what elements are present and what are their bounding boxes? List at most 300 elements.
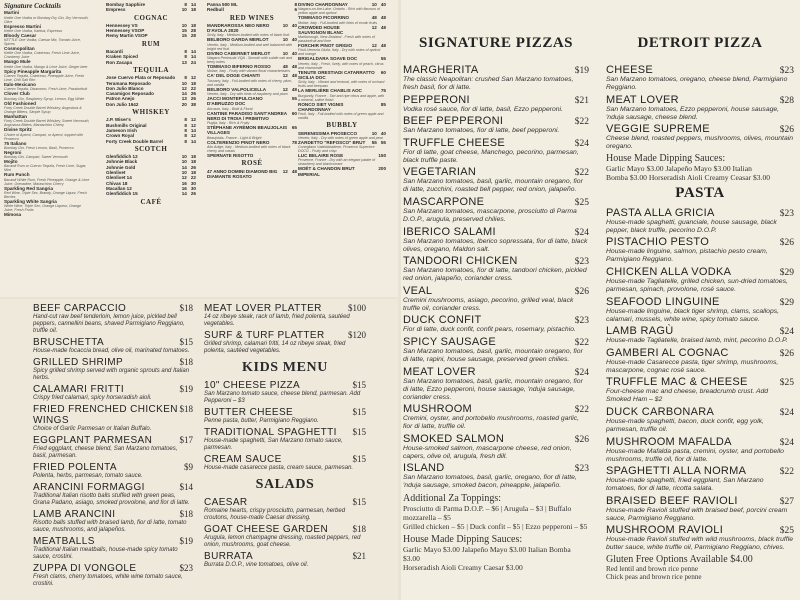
dish-name: BUTTER CHEESE (204, 407, 294, 418)
item-price: 13 (181, 59, 187, 65)
item-name: Jameson Irish (106, 127, 137, 133)
dish-description: Choice of Garlic Parmesan or Italian Buffalo. (33, 426, 152, 432)
menu-item (106, 7, 196, 12)
dish-description: Romaine hearts, crispy prosciutto, parmesan, herbed croutons, house-made Caesar dressing. (204, 508, 346, 521)
menu-item-row (298, 102, 386, 113)
menu-item (4, 24, 90, 33)
menu-item-row (403, 336, 589, 348)
dish-description: House-made Mafalda pasta, cremini, oyster, and portobello mushrooms, truffle oil, fior di latte. (606, 447, 784, 463)
menu-item (207, 87, 297, 96)
menu-item-row (606, 436, 794, 448)
item-name: Sparkling White Sangria (4, 199, 57, 205)
toppings-line-1: Prosciutto di Parma D.O.P. – $6 | Arugula – $3 | Buffalo mozzarella – $5 (403, 504, 572, 523)
menu-item (33, 509, 193, 534)
menu-item-row (403, 226, 589, 238)
menu-item-row (204, 407, 366, 418)
item-price: 12 (371, 43, 377, 49)
menu-item (606, 406, 794, 434)
item-description: White Wine, Triple Sec, Orange Liqueur, Orange Juice, Fresh Fruits (4, 204, 82, 213)
item-price: 8 (184, 2, 187, 7)
dish-price: $27 (779, 496, 794, 507)
dish-description: House-made casarecce pasta, cream sauce, parmesan. (204, 465, 354, 471)
dish-price: $15 (352, 380, 366, 390)
item-price: 15 (181, 33, 187, 39)
dish-price: $26 (779, 348, 794, 359)
dish-description: Four-cheese mac and cheese, breadcrumb crust. Add Smoked Ham – $2 (606, 388, 769, 404)
item-name: SPERNATE RISOTTO (207, 153, 254, 159)
menu-item (298, 70, 386, 89)
item-description: Provence, France - Dry with an elegant palate of strawberry and blackcurrant (298, 158, 376, 167)
item-name: Clover Club (4, 91, 30, 97)
item-price: 200 (378, 166, 386, 172)
item-price: 22 (190, 85, 196, 91)
item-price: 22 (190, 175, 196, 181)
dish-description: Hand-cut raw beef tenderloin, lemon juice, pickled bell peppers, cannellini beans, shaved Parmigiano Reggiano, truffle oil. (33, 314, 185, 334)
menu-item-row (106, 60, 196, 65)
menu-item (207, 153, 297, 158)
tequila-heading: TEQUILA (133, 65, 169, 74)
dish-description: House-made linguine, black tiger shrimp, clams, scallops, calamari, mussels, white wine, spicy tomato sauce. (606, 307, 780, 323)
dish-price: $23 (779, 208, 794, 219)
dish-price: $19 (574, 66, 589, 76)
menu-item (403, 166, 589, 194)
menu-item (207, 125, 297, 140)
menu-item-row (33, 435, 193, 446)
menu-item (204, 380, 366, 405)
signature-pizzas-heading: SIGNATURE PIZZAS (418, 35, 573, 51)
item-price: 48 (282, 64, 288, 70)
menu-item-row (204, 524, 366, 535)
item-price: 26 (190, 91, 196, 97)
dish-price: $24 (574, 138, 589, 149)
item-prices (377, 56, 386, 61)
dish-description: Fried eggplant, cheese blend, San Marzano tomatoes, basil, parmesan. (33, 446, 178, 459)
menu-item (106, 139, 196, 144)
dish-price: $21 (352, 551, 366, 561)
item-name: BELBORO VALPOLICELLA (207, 86, 267, 92)
item-price: 14 (190, 49, 196, 55)
gluten-free-option-2: Chick peas and brown rice penne (606, 572, 702, 581)
dish-name: DUCK CARBONARA (606, 405, 715, 418)
dipping-line-2: Horseradish Aioli Creamy Caesar $3.00 (403, 563, 523, 573)
item-name: Macallan 12 (106, 185, 132, 191)
item-description: Friuli, Italy - Full-bodied with notes of green apple and vanilla (298, 112, 384, 121)
menu-item-row (403, 94, 589, 106)
item-price: 10 (181, 80, 187, 86)
item-name: LUC BELAIRE ROSE (298, 153, 344, 159)
dish-price: $15 (352, 497, 366, 507)
menu-item (33, 404, 193, 433)
dish-description: Traditional Italian meatballs, house-made spicy tomato sauce, crostini. (33, 547, 178, 560)
item-name: Hennessey VS (106, 22, 138, 28)
menu-item (207, 174, 297, 179)
starters-page (0, 299, 398, 600)
item-prices (178, 7, 196, 12)
menu-item (33, 303, 193, 335)
menu-item (204, 551, 366, 569)
menu-item-row (33, 563, 193, 574)
dish-description: San Marzano tomato sauce, cheese blend, parmesan. Add Pepperoni – $3 (204, 391, 361, 404)
dish-description: San Marzano tomatoes, fior di latte, tandoori chicken, pickled red onion, jalapeño, coriander cress. (403, 267, 587, 283)
item-price: 75 (380, 88, 386, 94)
menu-item-row (606, 376, 794, 388)
item-price: 26 (190, 164, 196, 170)
item-description: Choice of Aperol, Campari, or Aperol, topped with Prosecco (4, 132, 83, 141)
item-description: Niagara-on-the-Lake, Ontario - Rich with flavours of yellow apple and apricot (298, 7, 381, 16)
item-name: CROWDED HOUSE SAUVIGNON BLANC (298, 24, 344, 35)
menu-item-row (403, 166, 589, 178)
item-price: 14 (181, 91, 187, 97)
item-name: TOMMASO FICORRINO (298, 15, 349, 21)
menu-item-row (606, 296, 794, 308)
item-description: Beaujolais, France - Light & Bright (207, 135, 262, 140)
item-price: 48 (291, 86, 297, 92)
item-price: 16 (181, 180, 187, 186)
menu-item (106, 102, 196, 107)
menu-item-row (606, 465, 794, 477)
dish-name: ARANCINI FORMAGGI (33, 482, 145, 493)
dish-price: $24 (779, 327, 794, 338)
menu-item-row (606, 266, 794, 278)
item-price: 55 (380, 139, 386, 145)
menu-item-row (106, 191, 196, 196)
menu-item-row (403, 115, 589, 127)
item-price: 10 (282, 50, 288, 56)
dish-name: FRIED POLENTA (33, 462, 117, 473)
dish-price: $120 (348, 330, 366, 340)
item-name: BELBORO GARDA MERLOT (207, 37, 269, 43)
dish-price: $25 (779, 526, 794, 537)
item-name: Bushmills Original (106, 122, 147, 128)
dish-description: House-made spaghetti, bacon, duck confit, egg yolk, parmesan, truffle oil. (606, 417, 764, 433)
spirits-column (106, 2, 196, 207)
dish-price: $26 (779, 238, 794, 249)
menu-item (606, 524, 794, 552)
menu-item (403, 314, 589, 334)
menu-item-row (204, 303, 366, 314)
item-name: Mango Mule (4, 59, 31, 65)
dish-price: $15 (352, 454, 366, 464)
item-description: Cuervo Tequila, Disaronno, Fresh Lime, Passionfruit (4, 87, 88, 92)
dish-description: House-made spaghetti, fried eggplant, San Marzano tomatoes, fior di latte, ricotta salata. (606, 477, 764, 493)
item-price: 12 (371, 24, 377, 30)
dish-name: SPAGHETTI ALLA NORMA (606, 465, 747, 478)
dipping-line-1: Garlic Mayo $3.00 Jalapeño Mayo $3.00 Italian Bomba $3.00 (403, 545, 571, 564)
menu-item-row (33, 536, 193, 547)
item-name: Glenlivet (106, 170, 126, 176)
menu-item (298, 15, 386, 24)
item-name: Negroni (4, 149, 22, 155)
item-description: Bacardi Rum or Cuervo Tequila, Fresh Lime, Sugar, Mint (4, 164, 87, 173)
item-prices (290, 7, 297, 12)
dish-price: $23 (574, 257, 589, 268)
menu-item (106, 191, 196, 196)
dish-description: Arugula, lemon champagne dressing, roasted peppers, red onion, mushrooms, goat cheese. (204, 535, 361, 548)
menu-item-row (207, 111, 297, 122)
item-description: Veneto, Italy - Dry with hints of raspberry and plum (207, 91, 288, 96)
menu-item (606, 266, 794, 294)
menu-item-row (33, 482, 193, 493)
dish-price: $18 (179, 404, 193, 414)
drinks-page (0, 0, 398, 297)
dish-name: SPICY SAUSAGE (403, 335, 496, 348)
item-name: Rum Punch (4, 172, 30, 178)
dish-name: BEEF PEPPERONI (403, 115, 504, 128)
dish-description: House-made focaccia bread, olive oil, marinated tomatoes. (33, 348, 190, 354)
dish-name: BRAISED BEEF RAVIOLI (606, 494, 738, 507)
item-price: 60 (291, 110, 297, 116)
item-name: FORCHIR PINOT GRIGIO (298, 43, 353, 49)
item-name: MOËT & CHANDON BRUT IMPERIAL (298, 166, 355, 177)
dish-name: MUSHROOM MAFALDA (606, 435, 732, 448)
menu-item-row (403, 64, 589, 76)
menu-item (298, 140, 386, 153)
item-price: 18 (190, 170, 196, 176)
dish-description: House-made Ravioli stuffed with braised beef, porcini cream sauce, Parmigiano Reggiano. (606, 506, 788, 522)
item-name: Sparkling Red Sangria (4, 185, 54, 191)
item-price: 8 (184, 75, 187, 81)
item-price: 18 (190, 159, 196, 165)
item-price: 8 (184, 54, 187, 60)
cafe-heading: CAFÉ (140, 197, 162, 206)
item-description: Veneto, Italy - Fresh, lively, with notes of peach, citrus and chamomile (298, 61, 384, 70)
dish-price: $15 (352, 427, 366, 437)
kids-menu-heading: KIDS MENU (242, 360, 328, 375)
item-name: Empress (106, 7, 126, 13)
red-wines-heading: RED WINES (229, 13, 275, 22)
item-price: 14 (190, 54, 196, 60)
item-price: 10 (181, 154, 187, 160)
menu-item (207, 73, 297, 86)
item-price: 38 (190, 101, 196, 107)
item-price: 8 (184, 133, 187, 139)
item-name: Manhattan (4, 113, 27, 119)
item-name: Glenfiddich 12 (106, 154, 138, 160)
dish-description: San Marzano tomatoes, oregano, cheese blend, Parmigiano Reggiano. (606, 76, 788, 91)
menu-item-row (204, 551, 366, 562)
dish-description: House-smoked salmon, mascarpone cheese, red onion, capers, olive oil, arugula, fresh dill. (403, 444, 572, 460)
item-price: 78 (291, 139, 297, 145)
dish-name: SURF & TURF PLATTER (204, 330, 325, 341)
item-name: MANDRAROSSA NEO NERO D'AVOLA 2020 (207, 22, 270, 34)
menu-item (606, 207, 794, 235)
dish-description: House-made spaghetti, guanciale, house sausage, black pepper, black truffle, pecorino D.O.P. (606, 218, 777, 234)
dish-description: San Marzano tomatoes, mascarpone, prosciutto di Parma D.O.P., arugula, preserved chilies. (403, 207, 577, 223)
dish-price: $19 (179, 384, 193, 394)
dish-name: MARGHERITA (403, 64, 479, 76)
menu-item (204, 427, 366, 452)
dish-name: MUSHROOM (403, 403, 473, 416)
menu-item-row (207, 37, 297, 42)
item-price: 14 (190, 2, 196, 7)
item-name: Johnnie Black (106, 159, 138, 165)
menu-item (298, 131, 386, 140)
item-prices (288, 96, 297, 107)
menu-item-row (207, 23, 297, 34)
item-price: 18 (190, 154, 196, 160)
dish-name: MASCARPONE (403, 195, 485, 208)
item-price: 10 (181, 22, 187, 28)
menu-item (606, 325, 794, 345)
dish-description: Fresh clams, cherry tomatoes, white wine tomato sauce, crostini. (33, 574, 183, 587)
item-price: 28 (190, 28, 196, 34)
item-price: 8 (184, 138, 187, 144)
bubbly-heading: BUBBLY (326, 121, 358, 130)
item-price: 8 (184, 117, 187, 123)
menu-item-row (106, 102, 196, 107)
item-price: 12 (181, 175, 187, 181)
item-prices (288, 111, 297, 122)
item-price: 40 (291, 37, 297, 43)
item-name: Ron Zacapa (106, 59, 133, 65)
dish-name: 10" CHEESE PIZZA (204, 380, 301, 391)
item-name: Bacardi (106, 49, 123, 55)
item-price: 40 (291, 22, 297, 28)
dish-price: $19 (179, 536, 193, 546)
item-name: BRIGALDARA SOAVE DOC (298, 56, 358, 62)
dish-description: San Marzano tomatoes, Ezzo pepperoni, house sausage, 'nduja sausage, cheese blend. (606, 105, 780, 121)
dish-description: Cremini, oyster, and portobello mushrooms, roasted garlic, fior di latte, truffle oil. (403, 415, 580, 431)
item-description: Sicily, Italy - Medium-bodied with notes of black fruit (207, 33, 290, 38)
dish-name: ZUPPA DI VONGOLE (33, 563, 137, 574)
menu-item (4, 10, 90, 23)
item-name: Glenfiddich 15 (106, 191, 138, 197)
item-price: 10 (181, 170, 187, 176)
dish-description: House-made linguine, salmon, pistachio pesto cream, Parmigiano Reggiano. (606, 248, 768, 264)
item-price: 12 (190, 117, 196, 123)
item-name: Don Julio 1942 (106, 101, 139, 107)
menu-item-row (606, 495, 794, 507)
dish-description: Grilled shrimp, calamari fritti, 14 oz ribeye steak, fried polenta, sautéed vegetables. (204, 341, 346, 354)
menu-item (207, 23, 297, 38)
dish-price: $23 (179, 563, 193, 573)
menu-item (33, 384, 193, 402)
dish-price: $18 (179, 357, 193, 367)
item-price: 10 (282, 37, 288, 43)
item-description: Red Wine, Triple Sec, Brandy, Orange Liquor, Fresh Berries (4, 191, 87, 200)
item-price: 15 (181, 28, 187, 34)
item-prices (374, 153, 386, 158)
menu-item-row (33, 384, 193, 395)
dish-name: VEAL (403, 284, 433, 297)
menu-item (4, 141, 90, 150)
item-price: 12 (282, 73, 288, 79)
item-price: 48 (291, 168, 297, 174)
menu-item-row (606, 347, 794, 359)
menu-item (207, 96, 297, 111)
menu-item (403, 285, 589, 313)
item-name: Bloody Caesar (4, 32, 37, 38)
dish-name: LAMB ARANCINI (33, 509, 116, 520)
menu-item-row (207, 96, 297, 107)
item-description: Friuli-Venezia Giulia, Italy - Dry with notes of apricot and orange (298, 48, 381, 57)
menu-item-row (33, 357, 193, 368)
dish-price: $25 (779, 378, 794, 389)
item-name: J.P. Wiser's (106, 117, 131, 123)
menu-item (33, 357, 193, 382)
menu-item (606, 296, 794, 324)
item-description: Cuervo Tequila, Cointreau, Pineapple Juice, Fresh Lime, Chili Salt Rim (4, 74, 85, 83)
dish-description: San Marzano tomatoes, basil, garlic, oregano, fior di latte, 'nduja sausage, smoked bacon, pineapple, jalapeño. (403, 474, 577, 490)
item-price: 13 (181, 96, 187, 102)
dish-description: House-made Ravioli stuffed with wild mushrooms, black truffle butter sauce, white truffle oil, Parmigiano Reggiano, chives. (606, 536, 793, 552)
dish-description: 14 oz ribeye steak, rack of lamb, fried polenta, sautéed vegetables. (204, 314, 350, 327)
menu-item-row (298, 166, 386, 177)
item-price: 40 (291, 50, 297, 56)
cocktails-heading: Signature Cocktails (4, 2, 61, 10)
menu-item-row (403, 137, 589, 149)
item-name: STÉPHANE AYRÉMON BEAUJOLAIS VILLAGES (207, 125, 288, 136)
item-name: 75 Italiano (4, 140, 27, 146)
item-name: Remy Martin VSOP (106, 33, 148, 39)
menu-item-row (403, 255, 589, 267)
menu-item-row (606, 524, 794, 536)
item-name: Crown Royal (106, 133, 135, 139)
menu-item (403, 137, 589, 165)
menu-item-row (403, 314, 589, 326)
item-price: 65 (291, 125, 297, 131)
dish-name: TRUFFLE MAC & CHEESE (606, 376, 748, 389)
item-name: ZARDETTO "REFOSCO" BRUT (298, 139, 366, 145)
menu-item (4, 114, 90, 127)
dish-description: Traditional Italian risotto balls stuffed with green peas, Grana Padano, asiago, smoked provolone, and fior di latte. (33, 493, 190, 506)
item-description: Bombay Gin, Raspberry Syrup, Lemon, Egg White (4, 96, 85, 101)
item-name: Old Fashioned (4, 100, 36, 106)
dish-price: $100 (348, 303, 366, 313)
menu-item (298, 25, 386, 44)
item-name: Casamigos Reposado (106, 91, 154, 97)
menu-item-row (298, 25, 386, 36)
item-price: 24 (190, 59, 196, 65)
dish-name: SMOKED SALMON (403, 432, 505, 445)
item-prices (279, 23, 297, 34)
dish-description: Penne pasta, butter, Parmigiano Reggiano. (204, 418, 319, 424)
menu-item-row (106, 139, 196, 144)
item-name: Patron Anejo (106, 96, 135, 102)
item-prices (279, 73, 297, 78)
white-wine-column (298, 2, 386, 177)
salads-heading: SALADS (255, 477, 315, 492)
dish-price: $26 (574, 434, 589, 445)
menu-item (403, 403, 589, 431)
item-prices (368, 15, 386, 20)
menu-item (207, 64, 297, 73)
item-prices (178, 191, 196, 196)
menu-item (606, 376, 794, 404)
menu-item-row (207, 73, 297, 78)
dish-price: $29 (779, 267, 794, 278)
item-name: RONCO SIET VIGNIS CHARDONNAY (298, 101, 344, 112)
menu-item (298, 153, 386, 166)
item-price: 10 (282, 22, 288, 28)
menu-item (606, 64, 794, 92)
item-price: 55 (380, 56, 386, 62)
menu-item-row (106, 33, 196, 38)
item-price: 14 (181, 164, 187, 170)
item-name: Forty Creek Double Barrel (106, 138, 163, 144)
item-name: TENUTE ORESTIADI CATARRATTO SICILIA DOC (298, 69, 375, 81)
dish-description: San Marzano tomatoes, basil, garlic, mountain oregano, fior di latte, Ezzo pepperoni, house sausage, 'nduja sausage, coriander cress. (403, 377, 583, 401)
dish-name: PISTACHIO PESTO (606, 236, 710, 249)
item-price: 48 (291, 64, 297, 70)
menu-item (204, 524, 366, 549)
item-description: Bombay Gin, Campari, Sweet Vermouth (4, 155, 68, 160)
gluten-free-note: Gluten Free Options Available $4.00 (606, 553, 753, 565)
menu-item-row (606, 207, 794, 219)
item-price: 40 (380, 130, 386, 136)
item-description: Veneto, Italy - Medium-bodied and well balanced with bright red fruit (207, 42, 292, 51)
item-prices (279, 37, 297, 42)
